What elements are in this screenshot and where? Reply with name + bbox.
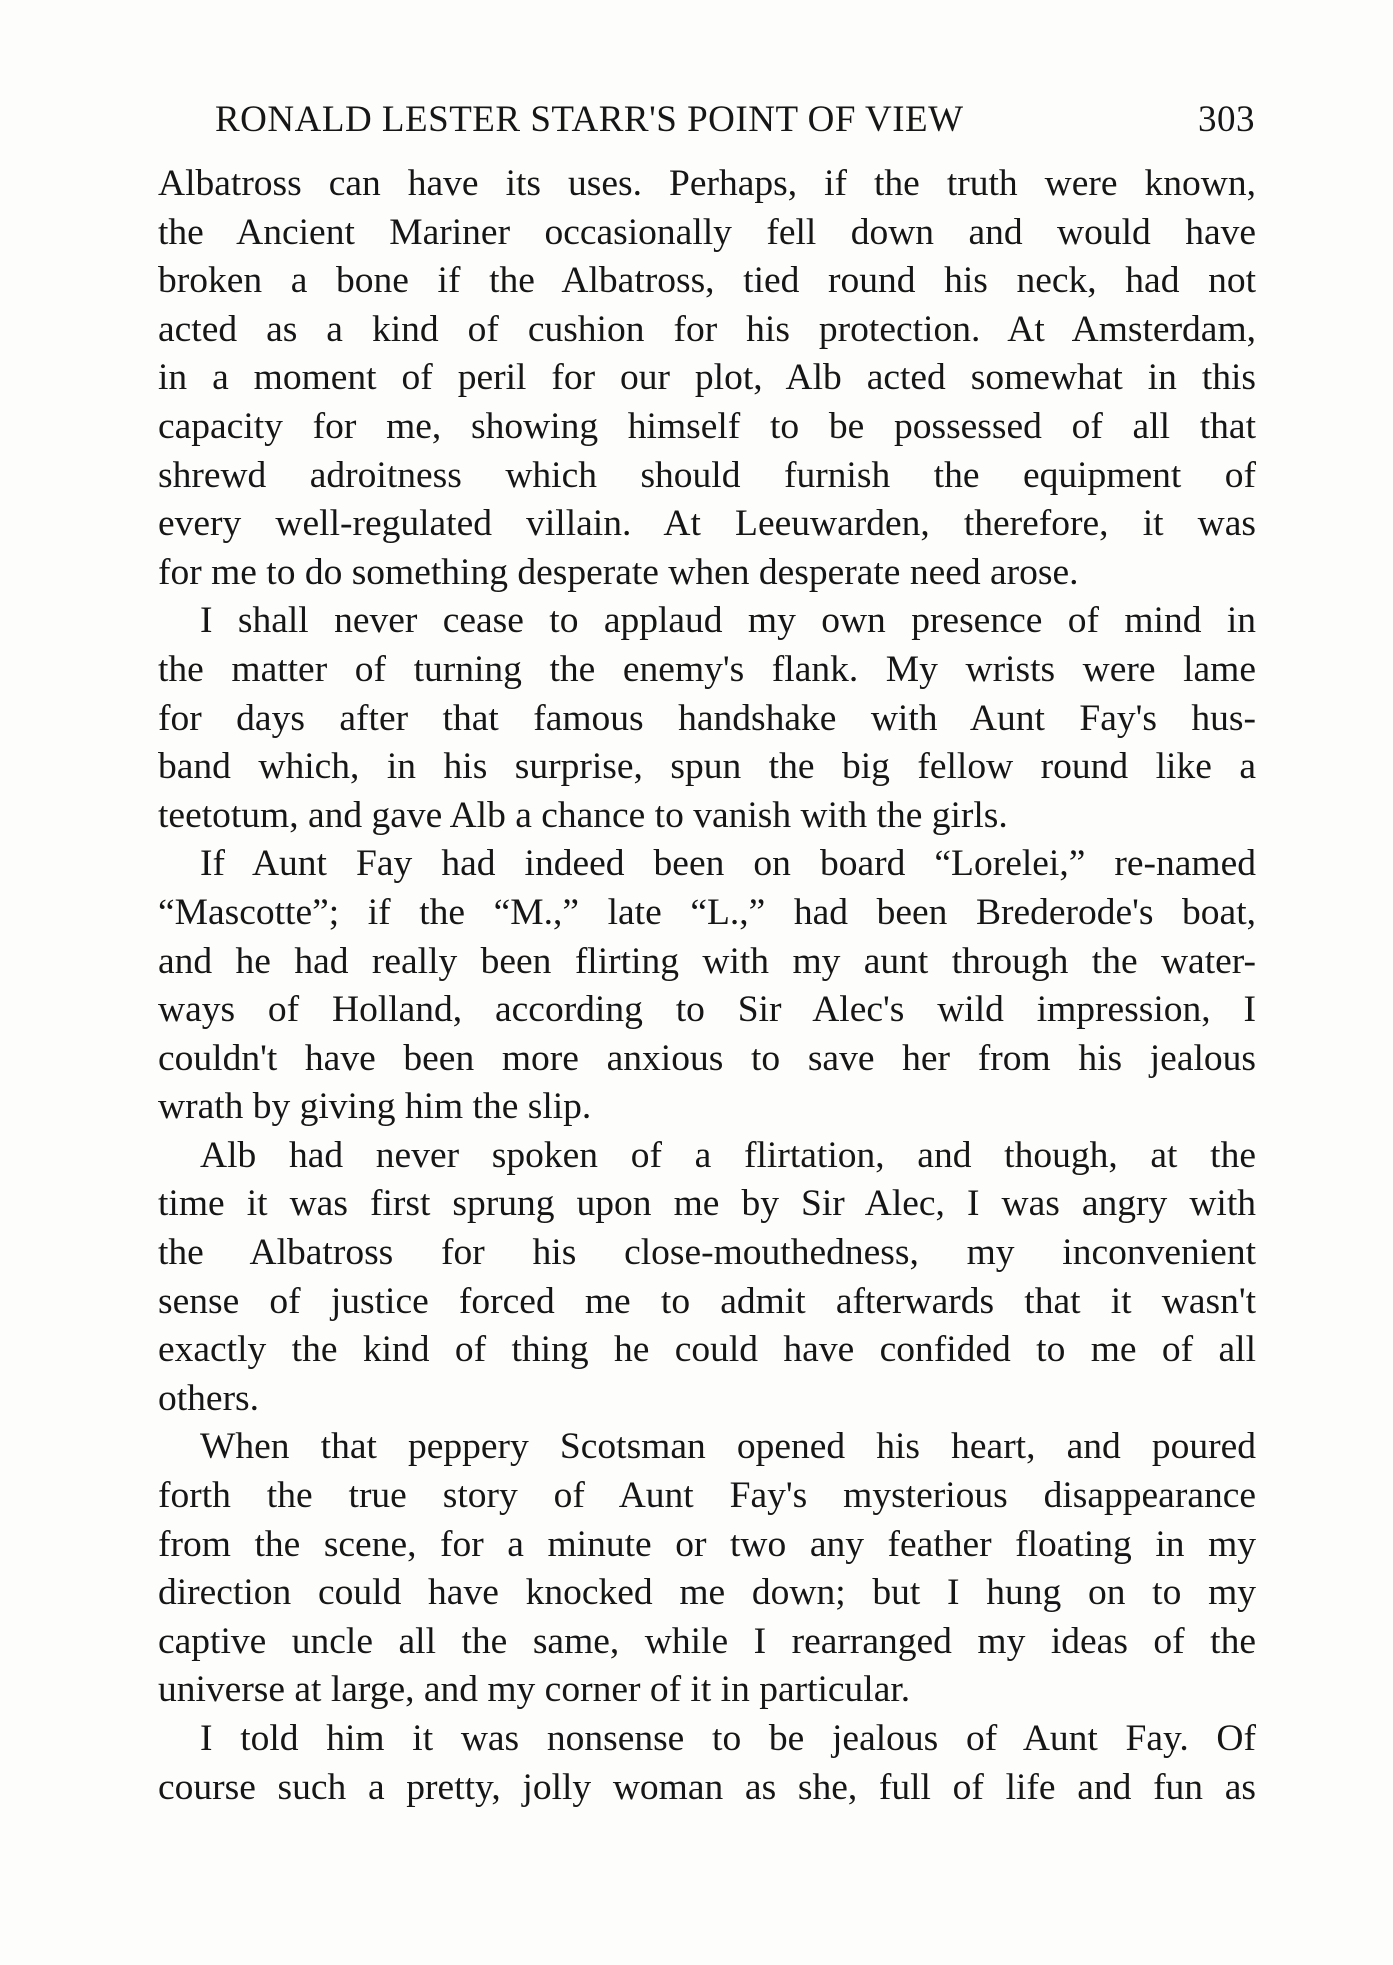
paragraph xyxy=(158,840,1256,1132)
paragraph xyxy=(158,160,1256,597)
text-line: I told him it was nonsense to be jealous of Aunt Fay. Of xyxy=(200,1718,1256,1759)
text-line: shrewd adroitness which should furnish the equipment of xyxy=(158,454,1256,496)
text-line: wrath by giving him the slip. xyxy=(158,1086,592,1128)
text-line: sense of justice forced me to admit afterwards that it wasn't xyxy=(158,1280,1256,1322)
text-line: time it was first sprung upon me by Sir Alec, I was angry with xyxy=(158,1183,1256,1225)
text-line: every well-regulated villain. At Leeuwarden, therefore, it was xyxy=(158,503,1256,545)
paragraph xyxy=(158,1715,1256,1812)
running-head xyxy=(215,98,1255,158)
text-line: course such a pretty, jolly woman as she, full of life and fun as xyxy=(158,1766,1256,1808)
text-line: for days after that famous handshake with Aunt Fay's hus- xyxy=(158,697,1256,739)
text-line: the matter of turning the enemy's flank. My wrists were lame xyxy=(158,648,1256,690)
text-line: and he had really been flirting with my aunt through the water- xyxy=(158,940,1256,982)
text-line: “Mascotte”; if the “M.,” late “L.,” had been Brederode's boat, xyxy=(158,891,1256,933)
text-line: exactly the kind of thing he could have confided to me of all xyxy=(158,1329,1256,1371)
text-line: forth the true story of Aunt Fay's mysterious disappearance xyxy=(158,1475,1256,1517)
text-line: acted as a kind of cushion for his protection. At Amsterdam, xyxy=(158,308,1256,350)
paragraph xyxy=(158,597,1256,840)
paragraph xyxy=(158,1423,1256,1715)
text-line: Alb had never spoken of a flirtation, and though, at the xyxy=(200,1134,1256,1176)
text-line: others. xyxy=(158,1377,260,1419)
text-line: from the scene, for a minute or two any feather floating in my xyxy=(158,1523,1256,1565)
text-line: in a moment of peril for our plot, Alb acted somewhat in this xyxy=(158,357,1256,399)
text-line: teetotum, and gave Alb a chance to vanish with the girls. xyxy=(158,794,1008,836)
body-text xyxy=(158,160,1256,1812)
text-line: direction could have knocked me down; but I hung on to my xyxy=(158,1572,1256,1614)
text-line: broken a bone if the Albatross, tied round his neck, had not xyxy=(158,260,1256,302)
text-line: Albatross can have its uses. Perhaps, if the truth were known, xyxy=(158,163,1256,204)
text-line: When that peppery Scotsman opened his heart, and poured xyxy=(200,1426,1256,1468)
text-line: for me to do something desperate when desperate need arose. xyxy=(158,551,1079,593)
text-line: captive uncle all the same, while I rearranged my ideas of the xyxy=(158,1620,1256,1662)
text-line: the Ancient Mariner occasionally fell down and would have xyxy=(158,211,1256,253)
running-title: RONALD LESTER STARR'S POINT OF VIEW xyxy=(215,99,964,140)
paragraph xyxy=(158,1132,1256,1424)
text-line: universe at large, and my corner of it in particular. xyxy=(158,1669,911,1711)
page-number: 303 xyxy=(1198,99,1255,140)
text-line: capacity for me, showing himself to be possessed of all that xyxy=(158,405,1256,447)
text-line: band which, in his surprise, spun the big fellow round like a xyxy=(158,746,1256,788)
text-line: the Albatross for his close-mouthedness, my inconvenient xyxy=(158,1232,1256,1274)
text-line: I shall never cease to applaud my own presence of mind in xyxy=(200,600,1256,642)
text-line: couldn't have been more anxious to save her from his jealous xyxy=(158,1037,1256,1079)
text-line: ways of Holland, according to Sir Alec's wild impression, I xyxy=(158,989,1256,1031)
text-line: If Aunt Fay had indeed been on board “Lorelei,” re-named xyxy=(200,843,1256,885)
